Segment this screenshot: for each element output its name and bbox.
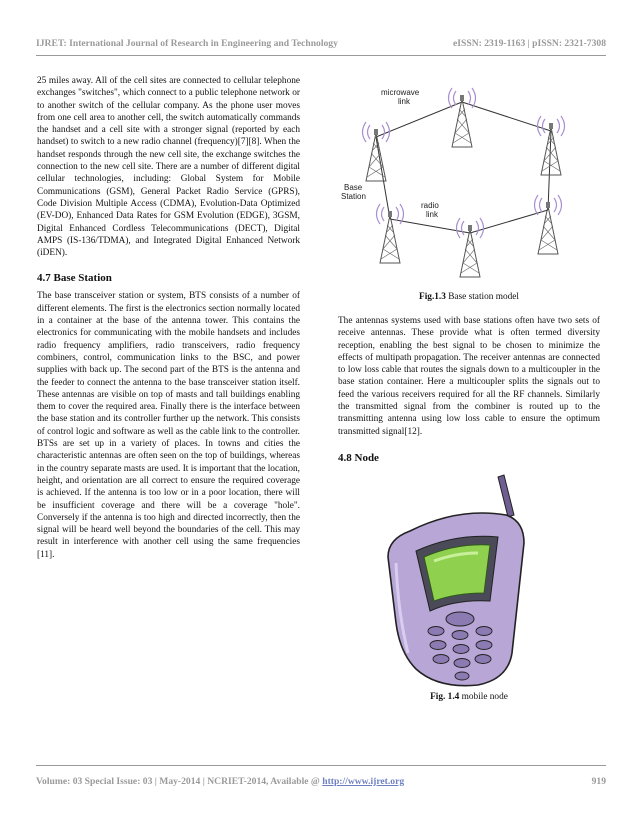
radio-link-label-2: link — [426, 210, 439, 219]
microwave-label-2: link — [398, 97, 411, 106]
tower-3-icon — [538, 116, 565, 175]
mobile-phone-icon — [338, 473, 600, 688]
section-heading-node: 4.8 Node — [338, 451, 379, 464]
tower-4-icon — [377, 204, 404, 263]
figure-label: Fig.1.3 — [419, 292, 446, 302]
left-column — [37, 75, 300, 561]
base-station-label-2: Station — [341, 192, 366, 201]
section-heading-base-station: 4.7 Base Station — [37, 272, 112, 285]
right-column — [338, 75, 600, 702]
tower-2-icon — [449, 88, 476, 147]
base-station-label: Base — [344, 183, 363, 192]
footer-text — [36, 776, 404, 787]
tower-1-icon — [363, 122, 390, 181]
journal-title: IJRET: International Journal of Research in Engineering and Technology — [36, 38, 338, 49]
figure-caption-1-3 — [338, 292, 600, 302]
microwave-label: microwave — [381, 88, 420, 97]
mobile-node-figure — [338, 473, 600, 688]
page-header — [36, 38, 606, 49]
header-rule — [36, 55, 606, 56]
footer-rule — [36, 765, 606, 766]
base-station-figure — [338, 75, 600, 280]
base-station-diagram — [338, 75, 600, 280]
figure-caption-text: Base station model — [445, 292, 519, 302]
intro-paragraph: 25 miles away. All of the cell sites are connected to cellular telephone exchanges "switches", which connect to a public telephone network or to another switch of the cellular company. As the phone user moves from one cell area to another cell, the switch automatically commands the handset and a cell site with a stronger signal (reported by each handset) to switch to a new radio channel (frequency)[7][8]. When the handset responds through the new cell site, the exchange switches the connection to the new cell site. There are a number of different digital cellular technologies, including: Global System for Mobile Communications (GSM), General Packet Radio Service (GPRS), Code Division Multiple Access (CDMA), Evolution-Data Optimized (EV-DO), Enhanced Data Rates for GSM Evolution (EDGE), 3GSM, Digital Enhanced Cordless Telecommunications (DECT), Digital AMPS (IS-136/TDMA), and Integrated Digital Enhanced Network (iDEN). — [37, 76, 300, 259]
figure-label-2: Fig. 1.4 — [430, 691, 460, 702]
tower-5-icon — [457, 218, 484, 277]
base-station-paragraph: The base transceiver station or system, BTS consists of a number of different elements. The first is the electronics section normally located in a container at the base of the antenna tower. This contains the electronics for communicating with the mobile handsets and includes radio frequency amplifiers, radio transceivers, radio frequency combiners, control, communication links to the BSC, and power supplies with back up. The second part of the BTS is the antenna and the feeder to connect the antenna to the base transceiver station itself. These antennas are visible on top of masts and tall buildings enabling them to cover the required area. Finally there is the interface between the base station and its controller further up the network. This consists of control logic and software as well as the cable link to the controller. BTSs are set up in a variety of places. In towns and cities the characteristic antennas are often seen on the top of buildings, whereas in the country separate masts are used. It is important that the location, height, and orientation are all correct to ensure the required coverage is achieved. If the antenna is too low or in a poor location, there will be insufficient coverage and there will be a coverage "hole". Conversely if the antenna is too high and directed incorrectly, then the signal will be heard well beyond the boundaries of the cell. This may result in interference with another cell using the same frequencies [11]. — [37, 291, 300, 560]
journal-link[interactable]: http://www.ijret.org — [322, 776, 405, 787]
tower-6-icon — [535, 195, 562, 254]
issn-text: eISSN: 2319-1163 | pISSN: 2321-7308 — [453, 38, 606, 49]
figure-caption-text-2: mobile node — [459, 691, 508, 702]
antenna-paragraph: The antennas systems used with base stations often have two sets of receive antennas. These provide what is often termed diversity reception, enabling the best signal to be chosen to minimize the effects of multipath propagation. The receiver antennas are connected to low loss cable that routes the signals down to a multicoupler in the base station container. Here a multicoupler splits the signals out to feed the various receivers required for all the RF channels. Similarly the transmitted signal from the combiner is routed up to the transmitting antenna using low loss cable to ensure the optimum transmitted signal[12]. — [338, 316, 600, 437]
page-footer — [36, 776, 606, 787]
figure-caption-1-4 — [338, 692, 600, 702]
radio-link-label: radio — [421, 201, 439, 210]
page-number: 919 — [591, 776, 606, 787]
footer-volume-text: Volume: 03 Special Issue: 03 | May-2014 | NCRIET-2014, Available @ — [36, 776, 323, 787]
